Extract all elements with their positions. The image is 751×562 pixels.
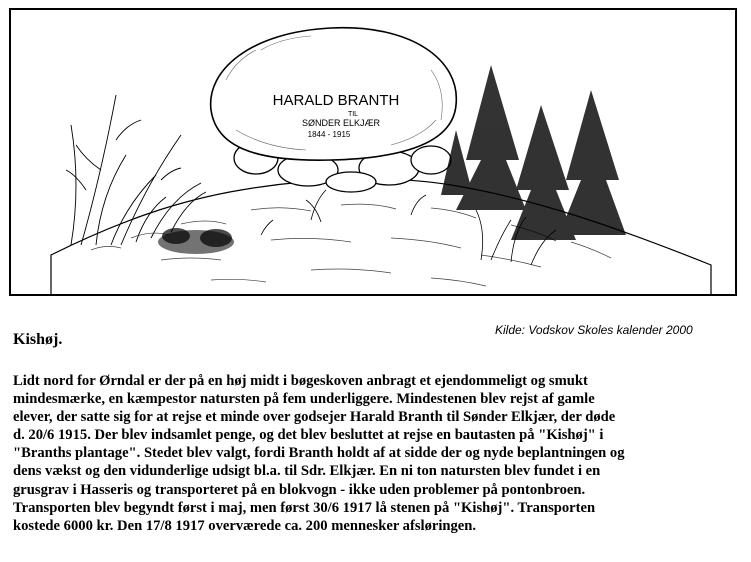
caption-title: Kishøj. [13,331,63,348]
body-paragraph [13,372,741,535]
inscription-name: HARALD BRANTH [272,92,400,109]
body-line: d. 20/6 1915. Der blev indsamlet penge, og det blev besluttet at rejse en bautasten på "Kishøj" i [13,427,604,444]
body-line: kostede 6000 kr. Den 17/8 1917 overværede ca. 200 mennesker afsløringen. [13,517,477,534]
memorial-stone-drawing [11,10,737,296]
body-line: elever, der satte sig for at rejse et minde over godsejer Harald Branth til Sønder Elkjær, der døde [13,409,616,426]
inscription-years: 1844 - 1915 [307,130,351,139]
illustration-frame [9,8,737,296]
body-line: Transporten blev begyndt først i maj, men først 30/6 1917 lå stenen på "Kishøj". Transporten [13,499,596,516]
inscription-til: TIL [347,111,359,118]
body-line: "Branths plantage". Stedet blev valgt, fordi Branth holdt af at sidde der og nyde beplantningen og [13,445,625,462]
body-line: dens vækst og den vidunderlige udsigt bl.a. til Sdr. Elkjær. En ni ton natursten blev fundet i en [13,463,601,480]
body-line: Lidt nord for Ørndal er der på en høj midt i bøgeskoven anbragt et ejendommeligt og smukt [13,373,588,389]
body-line: mindesmærke, en kæmpestor natursten på fem underliggere. Mindestenen blev rejst af gamle [13,391,595,408]
source-credit: Kilde: Vodskov Skoles kalender 2000 [495,323,693,337]
inscription-place: SØNDER ELKJÆR [301,118,381,128]
body-line: grusgrav i Hasseris og transporteret på en blokvogn - ikke uden problemer på pontonbroen. [13,481,586,498]
